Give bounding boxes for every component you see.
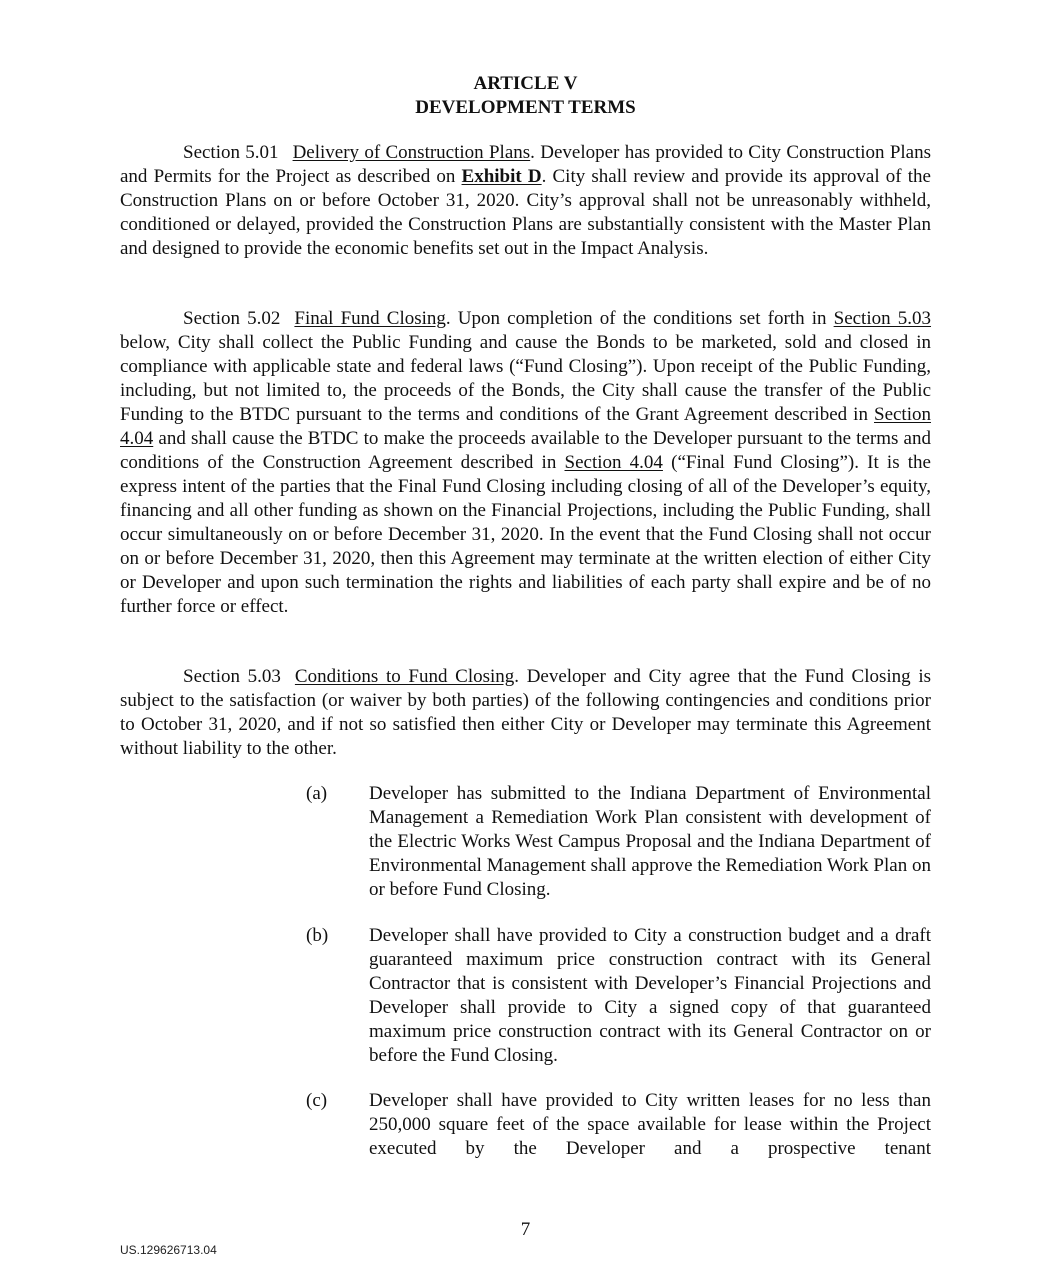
section-text: . Developer has provided to City Construction Plans and Permits for the Project as described on bbox=[120, 142, 931, 187]
section-number: Section 5.02 bbox=[183, 308, 281, 329]
section-heading: Delivery of Construction Plans bbox=[292, 142, 531, 163]
section-text: (“Final Fund Closing”). It is the express intent of the parties that the Final Fund Closing including closing of all of the Developer’s equity, financing and all other funding as shown on the Financial Projections, including the Public Funding, shall occur simultaneously on or before December 31, 2020. In the event that the Fund Closing shall not occur on or before December 31, 2020, then this Agreement may terminate at the written election of either City or Developer and upon such termination the rights and liabilities of each party shall expire and be of no further force or effect. bbox=[120, 452, 931, 617]
article-title: DEVELOPMENT TERMS bbox=[415, 97, 636, 118]
page-number: 7 bbox=[520, 1219, 531, 1240]
section-heading: Final Fund Closing bbox=[294, 308, 446, 329]
exhibit-reference: Exhibit D bbox=[461, 166, 542, 187]
item-label: (c) bbox=[306, 1090, 328, 1111]
condition-item-c bbox=[306, 1089, 931, 1161]
section-text: . Developer and City agree that the Fund Closing is subject to the satisfaction (or waiver by both parties) of the following contingencies and conditions prior to October 31, 2020, and if not so satisfied then either City or Developer may terminate this Agreement without liability to the other. bbox=[120, 666, 931, 759]
article-number: ARTICLE V bbox=[473, 73, 578, 94]
item-text: Developer has submitted to the Indiana Department of Environmental Management a Remediation Work Plan consistent with development of the Electric Works West Campus Proposal and the Indiana Department of Environmental Management shall approve the Remediation Work Plan on or before Fund Closing. bbox=[369, 783, 931, 900]
section-text: and shall cause the BTDC to make the proceeds available to the Developer pursuant to the terms and conditions of the Construction Agreement described in bbox=[120, 428, 931, 473]
section-number: Section 5.03 bbox=[183, 666, 281, 687]
section-number: Section 5.01 bbox=[183, 142, 279, 163]
section-reference: Section 5.03 bbox=[833, 308, 932, 329]
section-heading: Conditions to Fund Closing bbox=[294, 666, 515, 687]
section-5-02 bbox=[120, 307, 931, 619]
section-reference: Section 4.04 bbox=[564, 452, 663, 473]
section-text: . City shall review and provide its approval of the Construction Plans on or before October 31, 2020. City’s approval shall not be unreasonably withheld, conditioned or delayed, provided the Construction Plans are substantially consistent with the Master Plan and designed to provide the economic benefits set out in the Impact Analysis. bbox=[120, 166, 931, 259]
item-text: Developer shall have provided to City written leases for no less than 250,000 square feet of the space available for lease within the Project executed by the Developer and a prospective tenant bbox=[369, 1090, 931, 1159]
section-text: . Upon completion of the conditions set forth in bbox=[445, 308, 834, 329]
condition-item-b bbox=[306, 924, 931, 1068]
section-reference: Section 4.04 bbox=[120, 404, 931, 449]
condition-item-a bbox=[306, 782, 931, 902]
section-5-03 bbox=[120, 665, 931, 761]
item-label: (a) bbox=[306, 783, 328, 804]
item-text: Developer shall have provided to City a construction budget and a draft guaranteed maximum price construction contract with its General Contractor that is consistent with Developer’s Financial Projections and Developer shall provide to City a signed copy of that guaranteed maximum price construction contract with its General Contractor on or before the Fund Closing. bbox=[369, 925, 931, 1066]
document-id: US.129626713.04 bbox=[120, 1243, 217, 1257]
item-label: (b) bbox=[306, 925, 329, 946]
section-5-01 bbox=[120, 141, 931, 261]
section-text: below, City shall collect the Public Funding and cause the Bonds to be marketed, sold and closed in compliance with applicable state and federal laws (“Fund Closing”). Upon receipt of the Public Funding, including, but not limited to, the proceeds of the Bonds, the City shall cause the transfer of the Public Funding to the BTDC pursuant to the terms and conditions of the Grant Agreement described in bbox=[120, 332, 931, 425]
